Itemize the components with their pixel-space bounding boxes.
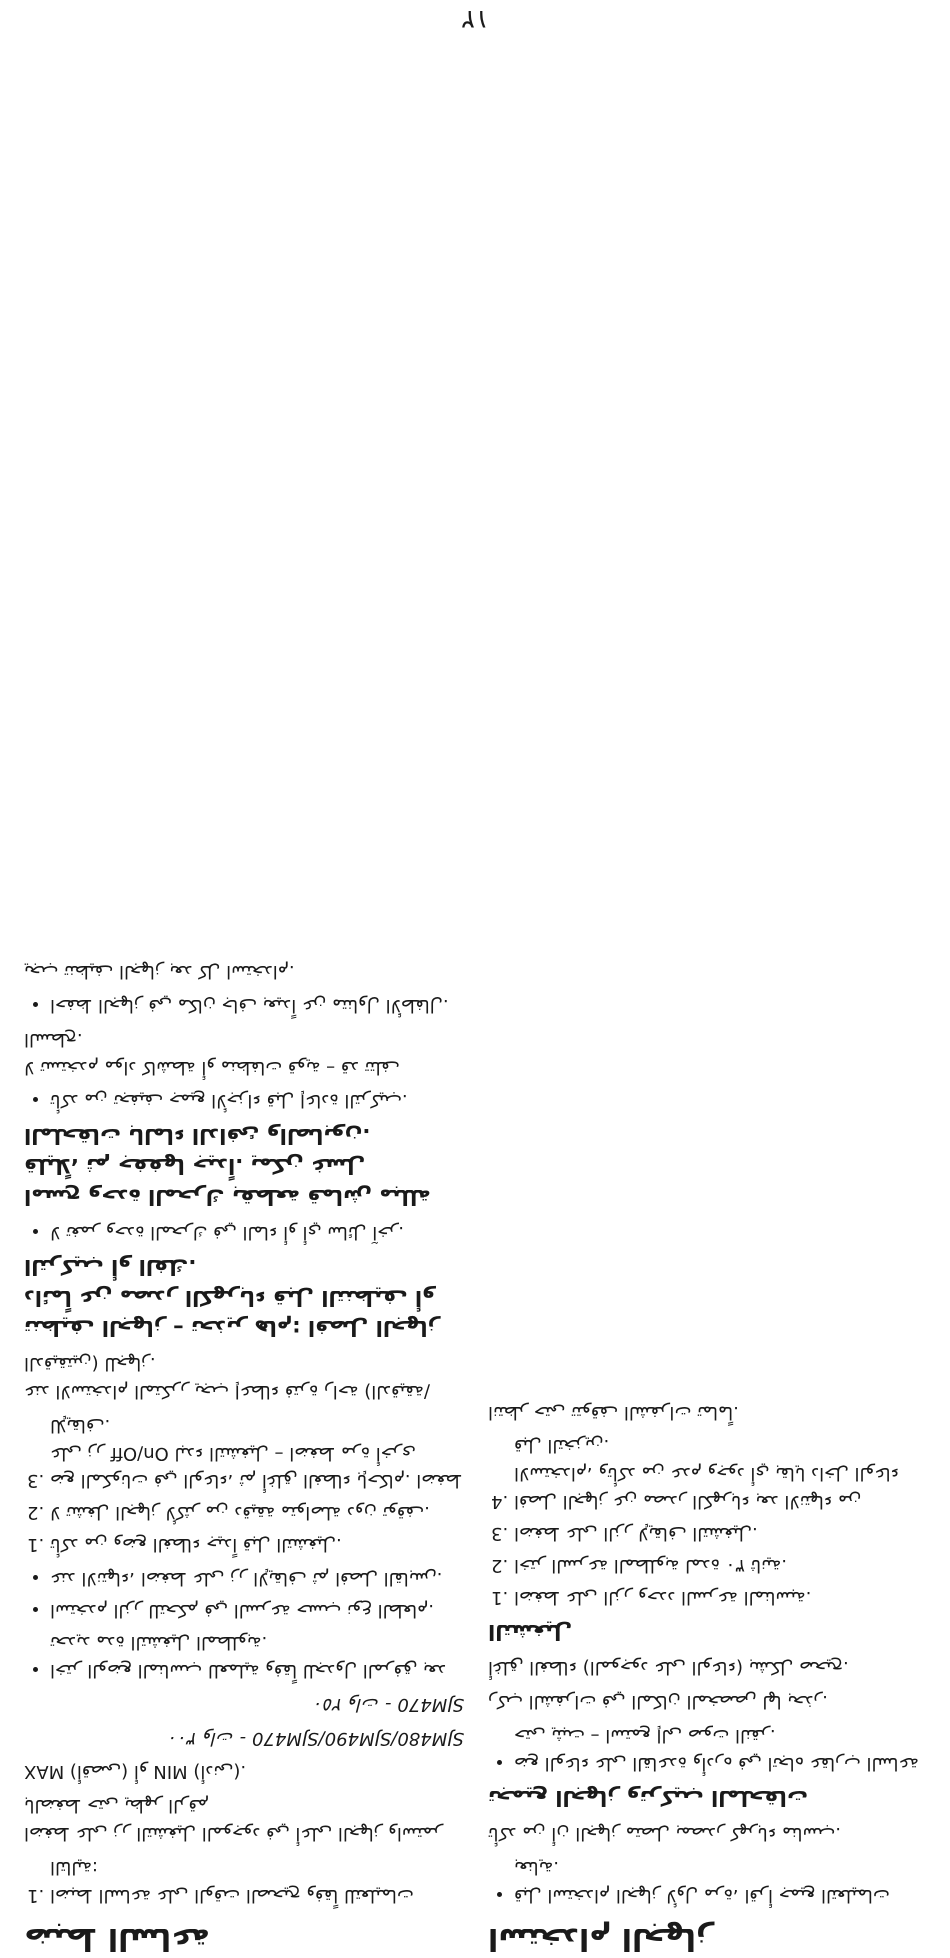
paragraph: اضغط على زر التشغيل الموجود في أعلى الجهاز واستمر بالضغط حتى يظهر الرقم [24, 1795, 443, 1845]
bullet-item: • عند الانتهاء، اضغط على زر الإيقاف ثم افصل القابس. [50, 1564, 464, 1592]
paragraph: عند الاستخدام المتكرر يجب إعطاء فترة راحة (الدقيقة/الدقيقتين) للجهاز. [24, 1352, 430, 1402]
paragraph: لا تستخدم مواد كاشطة أو منظفات قوية – قد تتلف السطح. [24, 1028, 400, 1078]
paragraph: MAX (أقصى) أو MIN (أدنى). [24, 1761, 247, 1783]
bullet-list [488, 1721, 928, 1777]
subheading: تنظيف الجهاز – تحذير هام: افصل الجهاز دائماً عن مصدر الكهرباء قبل التنظيف أو التركيب أو الفك. [24, 1255, 440, 1340]
numbered-item: 4. افصل الجهاز عن مصدر الكهرباء بعد الانتهاء من الاستخدام، وتأكد من عدم وجود أي بقايا داخل الوعاء قبل التخزين. [514, 1432, 928, 1516]
bullet-item: • استخدم الزر للتحكم في السرعة حسب نوع الطعام. [50, 1596, 464, 1624]
numbered-item: 3. اضغط على الزر لإيقاف التشغيل. [514, 1519, 928, 1547]
bullet-item: • قبل استخدام الجهاز لأول مرة، اقرأ جميع التعليمات بعناية. [514, 1853, 928, 1909]
numbered-item: 2. اختر السرعة المطلوبة لمدة ٣٠ ثانية. [514, 1551, 928, 1579]
bullet-list [24, 991, 464, 1019]
numbered-item: 1. اضبط الساعة على الوقت الصحيح وفقاً للتعليمات التالية: [50, 1853, 464, 1909]
numbered-item: 1. تأكد من وضع الغطاء جيداً قبل التشغيل. [50, 1530, 464, 1558]
numbered-item: 2. لا تشغل الجهاز لأكثر من دقيقة متواصلة دون توقف. [50, 1498, 464, 1526]
numbered-list [488, 1432, 928, 1611]
numbered-item: 1. اضغط على الزر وحدد السرعة المناسبة. [514, 1583, 928, 1611]
subheading: تجميع الجهاز وتركيب الملحقات [488, 1786, 808, 1811]
bullet-list [24, 1087, 464, 1115]
paragraph: ركب الشفرات في المكان المخصص لها بحذر. [488, 1691, 828, 1713]
subheading: امسح وحدة المحرك بقطعة قماش مبللة قليلاً، ثم جففها جيداً. يمكن غسل الملحقات بالماء الدافئ والصابون. [24, 1123, 431, 1209]
bullet-list [24, 1564, 464, 1684]
bullet-item: • اختر الوضع المناسب للعملية وفقاً للجدول المرفق بعد تحديد مدة التشغيل المطلوبة. [50, 1628, 464, 1684]
section-body-usage [488, 1398, 928, 1909]
paragraph: أغلق الغطاء (الموجود على الوعاء) بشكل صحيح. [488, 1657, 849, 1679]
page-number: ١٢ [461, 4, 489, 34]
bullet-item: • ضع الوعاء على القاعدة وأدره في اتجاه عقارب الساعة حتى يثبت – استمع إلى صوت النقر. [514, 1721, 928, 1777]
section-heading-clock: ضبط الساعة [24, 1921, 210, 1956]
paragraph: تأكد من أن الجهاز متصل بمصدر كهرباء مناسب. [488, 1823, 841, 1845]
numbered-item: 3. ضع المكونات في الوعاء، ثم أغلق الغطاء بإحكام. اضغط على زر On/Off لبدء التشغيل – اضغط مرة أخرى للإيقاف. [50, 1411, 464, 1495]
paragraph: يجب تنظيف الجهاز بعد كل استخدام. [24, 960, 295, 982]
bullet-item: • لا تغمر وحدة المحرك في الماء أو أي سائل آخر. [50, 1218, 464, 1246]
bullet-list [488, 1853, 928, 1909]
bullet-list [24, 1218, 464, 1246]
numbered-list [24, 1853, 464, 1909]
paragraph: انتظر حتى تتوقف الشفرات تماماً. [488, 1401, 739, 1423]
subheading: التشغيل [488, 1620, 573, 1645]
column-left [24, 303, 464, 1958]
section-heading-usage: استخدام الجهاز [488, 1921, 714, 1956]
model-spec: SJM470 - ٢٥٠ وات [314, 1693, 464, 1715]
model-spec: SJM480/SJM490/SJM470 - ٣٠٠ وات [168, 1727, 464, 1749]
section-body-clock [24, 957, 464, 1909]
column-right [488, 1008, 928, 1958]
bullet-item: • تأكد من تجفيف جميع الأجزاء قبل إعادة التركيب. [50, 1087, 464, 1115]
numbered-list [24, 1411, 464, 1558]
bullet-item: • احفظ الجهاز في مكان جاف بعيداً عن متناول الأطفال. [50, 991, 464, 1019]
